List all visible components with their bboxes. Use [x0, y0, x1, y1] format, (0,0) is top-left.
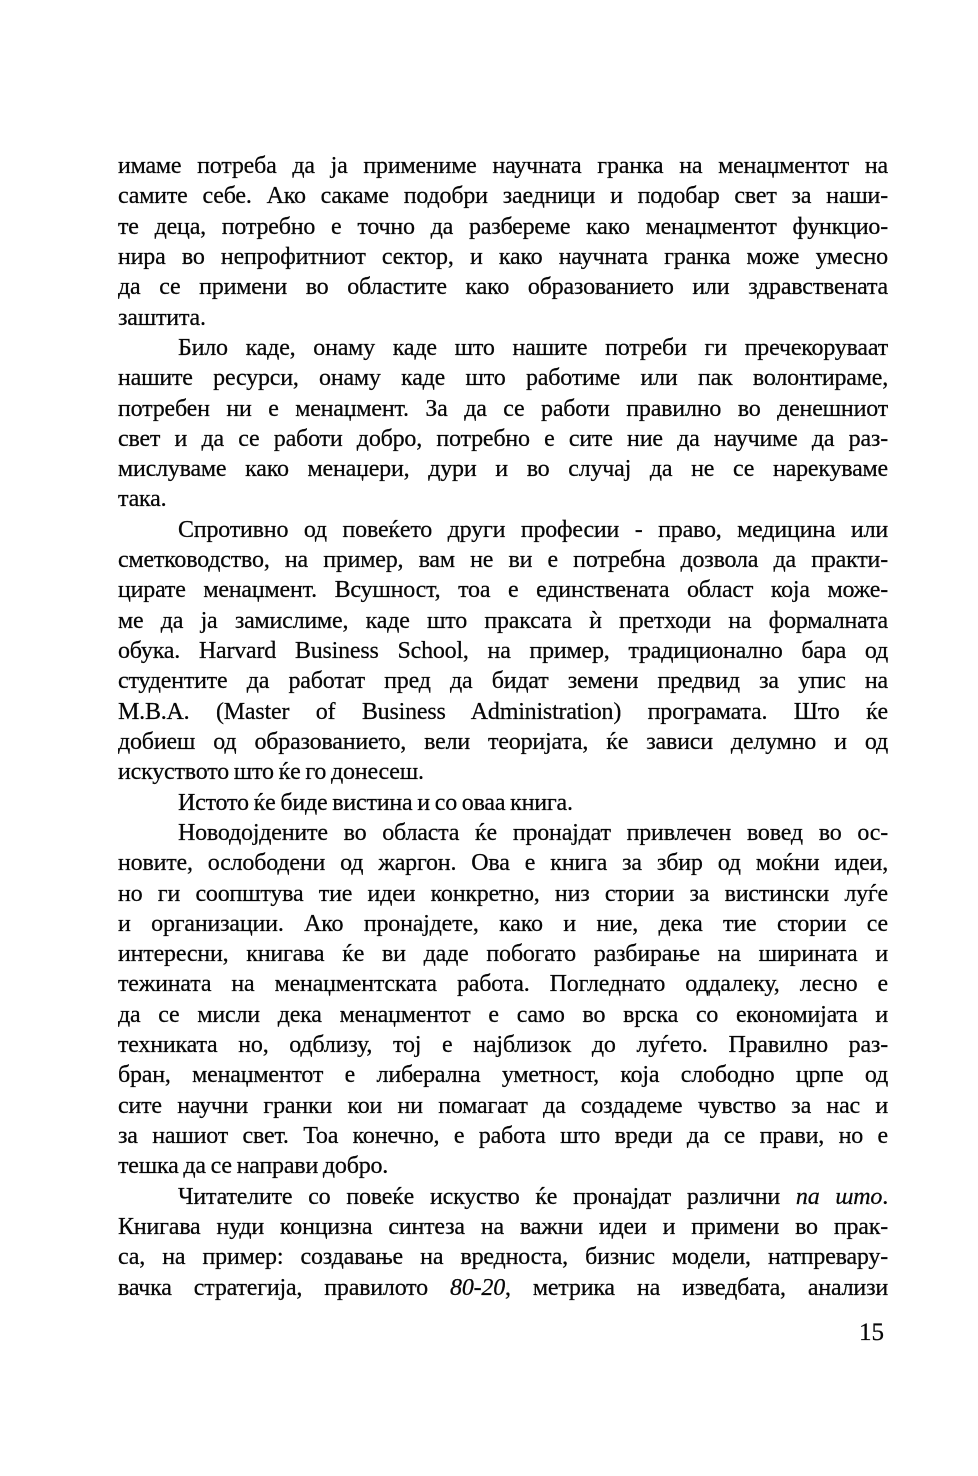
text-line — [118, 909, 888, 939]
text-line — [118, 697, 888, 727]
text-line — [118, 272, 888, 302]
emphasized-text: па што — [795, 1183, 883, 1210]
text-segment: Спротивно од повеќето други професии - право, медицина или — [178, 516, 888, 543]
paragraph — [118, 1182, 888, 1303]
text-segment: M.B.A. (Master of Business Administration) програмата. Што ќе — [118, 698, 888, 725]
text-segment: добиеш од образованието, вели теоријата, ќе зависи делумно и од — [118, 728, 888, 755]
text-line — [118, 666, 888, 696]
text-line — [118, 303, 888, 333]
paragraph — [118, 333, 888, 515]
text-line — [118, 1182, 888, 1212]
text-segment: техниката но, одблизу, тој е најблизок до луѓето. Правилно раз- — [118, 1032, 888, 1059]
text-segment: тешка да се направи добро. — [118, 1153, 389, 1180]
text-segment: са, на пример: создавање на вредноста, бизнис модели, натпревару- — [118, 1244, 888, 1271]
text-line — [118, 606, 888, 636]
text-line — [118, 333, 888, 363]
text-line — [118, 1151, 888, 1181]
text-line — [118, 727, 888, 757]
page-number: 15 — [859, 1319, 884, 1346]
text-line — [118, 1121, 888, 1151]
text-line — [118, 1030, 888, 1060]
text-segment: вачка стратегија, правилото — [118, 1274, 451, 1301]
text-line — [118, 545, 888, 575]
text-line — [118, 1242, 888, 1272]
text-segment: и организации. Ако пронајдете, како и ние, дека тие стории се — [118, 910, 888, 937]
text-segment: да се примени во областите како образованието или здравствената — [118, 274, 888, 301]
text-line — [118, 1091, 888, 1121]
text-line — [118, 515, 888, 545]
text-segment: . — [882, 1183, 888, 1210]
text-line — [118, 1060, 888, 1090]
text-line — [118, 484, 888, 514]
text-segment: сите научни гранки кои ни помагаат да создадеме чувство за нас и — [118, 1092, 888, 1119]
text-segment: Истото ќе биде вистина и со оваа книга. — [178, 789, 573, 816]
text-line — [118, 424, 888, 454]
text-segment: мислуваме како менаџери, дури и во случај да не се нарекуваме — [118, 456, 888, 483]
text-line — [118, 575, 888, 605]
text-line — [118, 848, 888, 878]
text-segment: сметководство, на пример, вам не ви е потребна дозвола да практи- — [118, 547, 888, 574]
text-line — [118, 788, 888, 818]
text-line — [118, 969, 888, 999]
text-line — [118, 636, 888, 666]
text-segment: ме да ја замислиме, каде што праксата ѝ претходи на формалната — [118, 607, 888, 634]
text-segment: Било каде, онаму каде што нашите потреби ги пречекоруваат — [178, 334, 888, 361]
text-line — [118, 939, 888, 969]
text-line — [118, 181, 888, 211]
text-segment: самите себе. Ако сакаме подобри заедници и подобар свет за наши- — [118, 183, 888, 210]
text-segment: Книгава нуди концизна синтеза на важни идеи и примени во прак- — [118, 1213, 888, 1240]
paragraph — [118, 515, 888, 788]
text-segment: така. — [118, 486, 167, 513]
paragraph — [118, 788, 888, 818]
text-line — [118, 1273, 888, 1303]
text-segment: Новодојдените во областа ќе пронајдат привлечен вовед во ос- — [178, 819, 888, 846]
text-segment: потребен ни е менаџмент. За да се работи правилно во денешниот — [118, 395, 888, 422]
text-line — [118, 1212, 888, 1242]
text-segment: искуството што ќе го донесеш. — [118, 759, 424, 786]
text-line — [118, 363, 888, 393]
text-line — [118, 818, 888, 848]
text-segment: нира во непрофитниот сектор, и како научната гранка може умесно — [118, 243, 888, 270]
paragraph — [118, 818, 888, 1182]
text-segment: цирате менаџмент. Всушност, тоа е единствената област која може- — [118, 577, 888, 604]
text-line — [118, 879, 888, 909]
text-segment: нашите ресурси, онаму каде што работиме или пак волонтираме, — [118, 365, 888, 392]
text-block — [118, 151, 888, 1303]
text-segment: , метрика на изведбата, анализи — [505, 1274, 888, 1301]
text-segment: новите, ослободени од жаргон. Ова е книга за збир од моќни идеи, — [118, 850, 888, 877]
text-segment: заштита. — [118, 304, 206, 331]
text-segment: интересни, книгава ќе ви даде побогато разбирање на ширината и — [118, 941, 888, 968]
text-segment: бран, менаџментот е либерална уметност, која слободно црпе од — [118, 1062, 888, 1089]
text-segment: имаме потреба да ја примениме научната гранка на менаџментот на — [118, 153, 888, 179]
text-line — [118, 394, 888, 424]
text-segment: за нашиот свет. Тоа конечно, е работа што вреди да се прави, но е — [118, 1123, 888, 1149]
text-line — [118, 151, 888, 181]
text-line — [118, 1000, 888, 1030]
paragraph — [118, 151, 888, 333]
emphasized-text: 80-20 — [450, 1274, 506, 1301]
text-segment: тежината на менаџментската работа. Погледнато оддалеку, лесно е — [118, 971, 888, 998]
text-segment: но ги соопштува тие идеи конкретно, низ стории за вистински луѓе — [118, 880, 888, 907]
text-segment: те деца, потребно е точно да разбереме како менаџментот функцио- — [118, 213, 888, 240]
text-line — [118, 242, 888, 272]
text-line — [118, 212, 888, 242]
text-segment: студентите да работат пред да бидат земени предвид за упис на — [118, 668, 888, 695]
text-segment: да се мисли дека менаџментот е само во врска со економијата и — [118, 1001, 888, 1028]
text-line — [118, 454, 888, 484]
text-segment: свет и да се работи добро, потребно е сите ние да научиме да раз- — [118, 425, 888, 452]
text-segment: обука. Harvard Business School, на пример, традиционално бара од — [118, 638, 888, 664]
text-line — [118, 757, 888, 787]
text-segment: Читателите со повеќе искуство ќе пронајдат различни — [178, 1183, 796, 1210]
